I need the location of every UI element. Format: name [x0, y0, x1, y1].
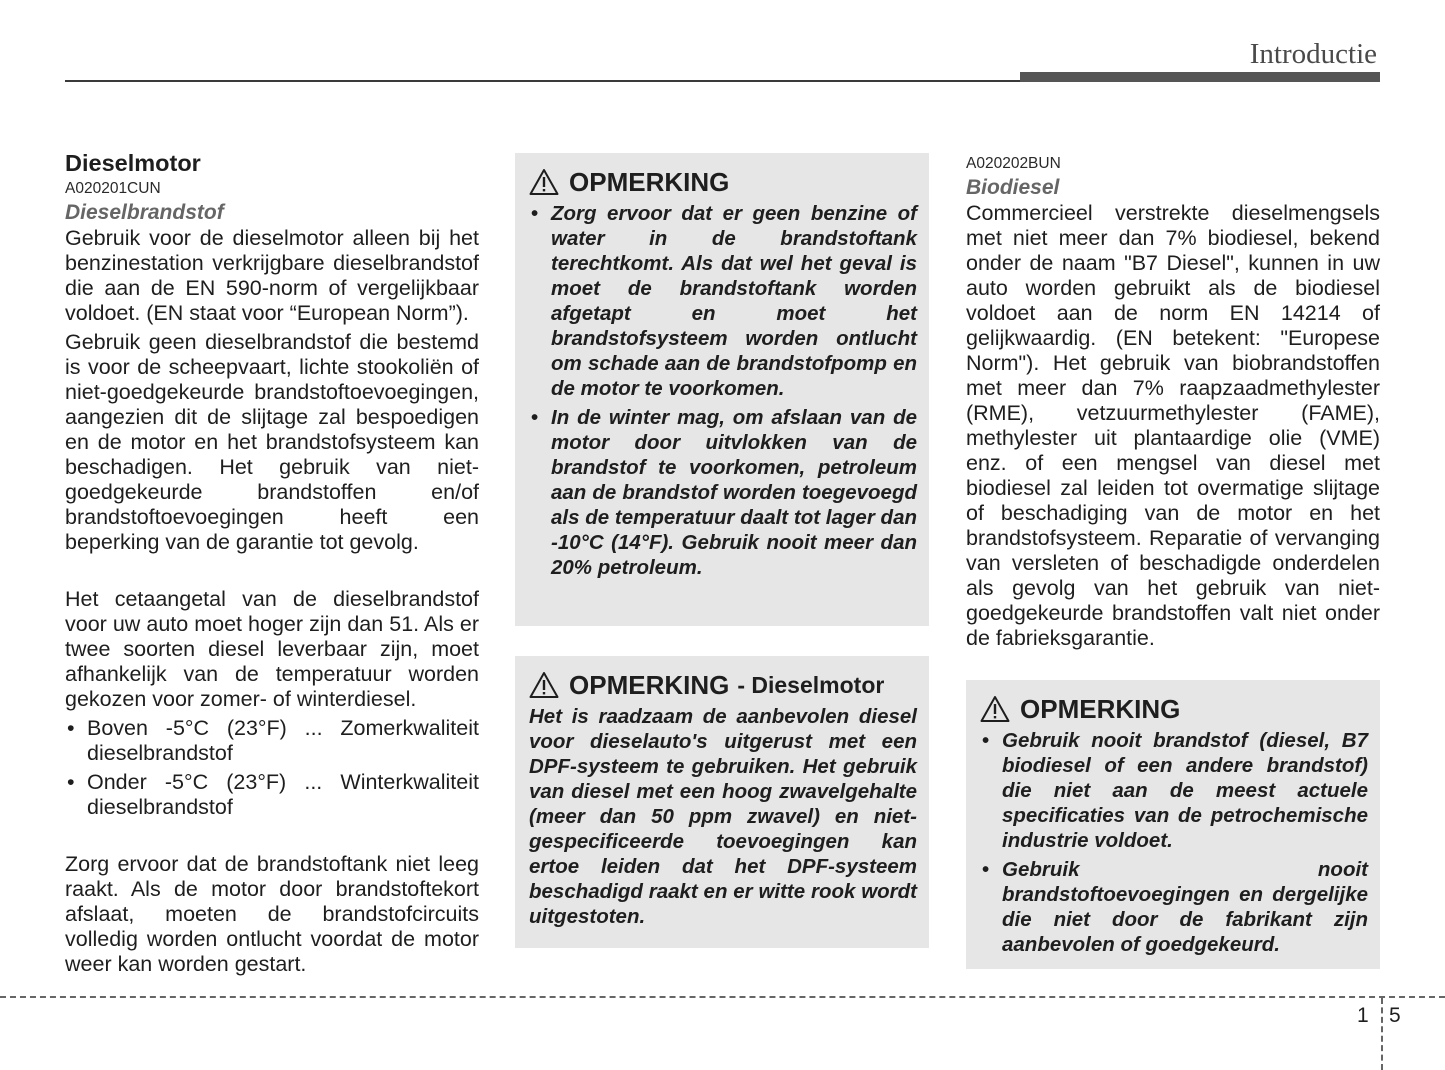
subheading: Dieselbrandstof [65, 201, 224, 224]
notice-title [980, 692, 1368, 726]
right-column [966, 153, 1380, 651]
header-rule-accent [1020, 72, 1380, 82]
section-title: Introductie [1249, 38, 1377, 70]
paragraph: Gebruik geen dieselbrandstof die bestemd is voor de scheepvaart, lichte stookoliën of niet-goedgekeurde brandstoftoevoegingen, aangezien dit de slijtage zal bespoedigen en de motor en het brandstofsysteem kan beschadigen. Het gebruik van niet-goedgekeurde brandstoffen en/of brandstoftoevoegingen heeft een beperking van de garantie tot gevolg. [65, 330, 479, 554]
list-item: • Zorg ervoor dat er geen benzine of water in de brandstoftank terechtkomt. Als dat wel het geval is moet de brandstoftank worden afgetapt en moet het brandstofsysteem worden ontlucht om schade aan de brandstofpomp en de motor te voorkomen. [529, 201, 917, 401]
notice-list [529, 201, 917, 580]
list-item: • In de winter mag, om afslaan van de motor door uitvlokken van de brandstof te voorkomen, petroleum aan de brandstof worden toegevoegd als de temperatuur daalt tot lager dan -10°C (14°F). Gebruik nooit meer dan 20% petroleum. [529, 405, 917, 580]
notice-title [529, 165, 917, 199]
notice-box [966, 680, 1380, 969]
footer-rule [0, 996, 1445, 998]
notice-title-suffix: - Dieselmotor [737, 672, 885, 698]
warning-triangle-icon [529, 671, 559, 699]
paragraph: Het cetaangetal van de dieselbrandstof voor uw auto moet hoger zijn dan 51. Als er twee soorten diesel leverbaar zijn, moet afhankelijk van de temperatuur worden gekozen voor zomer- of winterdiesel. [65, 587, 479, 711]
warning-triangle-icon [529, 168, 559, 196]
reference-code: A020202BUN [966, 155, 1061, 172]
notice-title-text: OPMERKING [1020, 694, 1181, 724]
notice-list [980, 728, 1368, 957]
paragraph: Zorg ervoor dat de brandstoftank niet leeg raakt. Als de motor door brandstoftekort afslaat, moeten de brandstofcircuits volledig worden ontlucht voordat de motor weer kan worden gestart. [65, 852, 479, 976]
section-heading: Dieselmotor [65, 150, 201, 176]
list-item: • Gebruik nooit brandstoftoevoegingen en dergelijke die niet door de fabrikant zijn aanbevolen of goedgekeurd. [980, 857, 1368, 957]
reference-code: A020201CUN [65, 180, 161, 197]
left-column [65, 148, 479, 977]
header-rule [65, 80, 1020, 82]
page-number: 5 [1389, 1004, 1401, 1027]
notice-box [515, 153, 929, 626]
paragraph: Commercieel verstrekte dieselmengsels met niet meer dan 7% biodiesel, bekend onder de naam "B7 Diesel", kunnen in uw auto worden gebruikt als de biodiesel voldoet aan de norm EN 14214 of gelijkwaardig. (EN betekent: "Europese Norm"). Het gebruik van biobrandstoffen met meer dan 7% raapzaadmethylester (RME), vetzuurmethylester (FAME), methylester uit plantaardige olie (VME) enz. of een mengsel van diesel met biodiesel zal leiden tot overmatige slijtage of beschadiging van de motor en het brandstofsysteem. Reparatie of vervanging van versleten of beschadigde onderdelen als gevolg van het gebruik van niet-goedgekeurde brandstoffen valt niet onder de fabrieksgarantie. [966, 201, 1380, 650]
paragraph: Gebruik voor de dieselmotor alleen bij het benzinestation verkrijgbare dieselbrandstof die aan de EN 590-norm of vergelijkbaar voldoet. (EN staat voor “European Norm”). [65, 226, 479, 325]
list-item: • Onder -5°C (23°F) ... Winterkwaliteit dieselbrandstof [65, 770, 479, 820]
subheading: Biodiesel [966, 176, 1060, 199]
notice-title-text: OPMERKING [569, 167, 730, 197]
notice-title-text: OPMERKING [569, 670, 730, 700]
list-item: • Gebruik nooit brandstof (diesel, B7 biodiesel of een andere brandstof) die niet aan de meest actuele specificaties van de petrochemische industrie voldoet. [980, 728, 1368, 853]
footer-divider [1381, 998, 1383, 1070]
notice-text: Het is raadzaam de aanbevolen diesel voor dieselauto's uitgerust met een DPF-systeem te gebruiken. Het gebruik van diesel met een hoog zwavelgehalte (meer dan 50 ppm zwavel) en niet-gespecificeerde toevoegingen kan ertoe leiden dat het DPF-systeem beschadigd raakt en er witte rook wordt uitgestoten. [529, 705, 917, 928]
list-item: • Boven -5°C (23°F) ... Zomerkwaliteit dieselbrandstof [65, 716, 479, 766]
bullet-list [65, 716, 479, 820]
notice-title [529, 668, 917, 702]
warning-triangle-icon [980, 695, 1010, 723]
notice-box-dieselmotor [515, 656, 929, 948]
section-number: 1 [1357, 1004, 1369, 1027]
